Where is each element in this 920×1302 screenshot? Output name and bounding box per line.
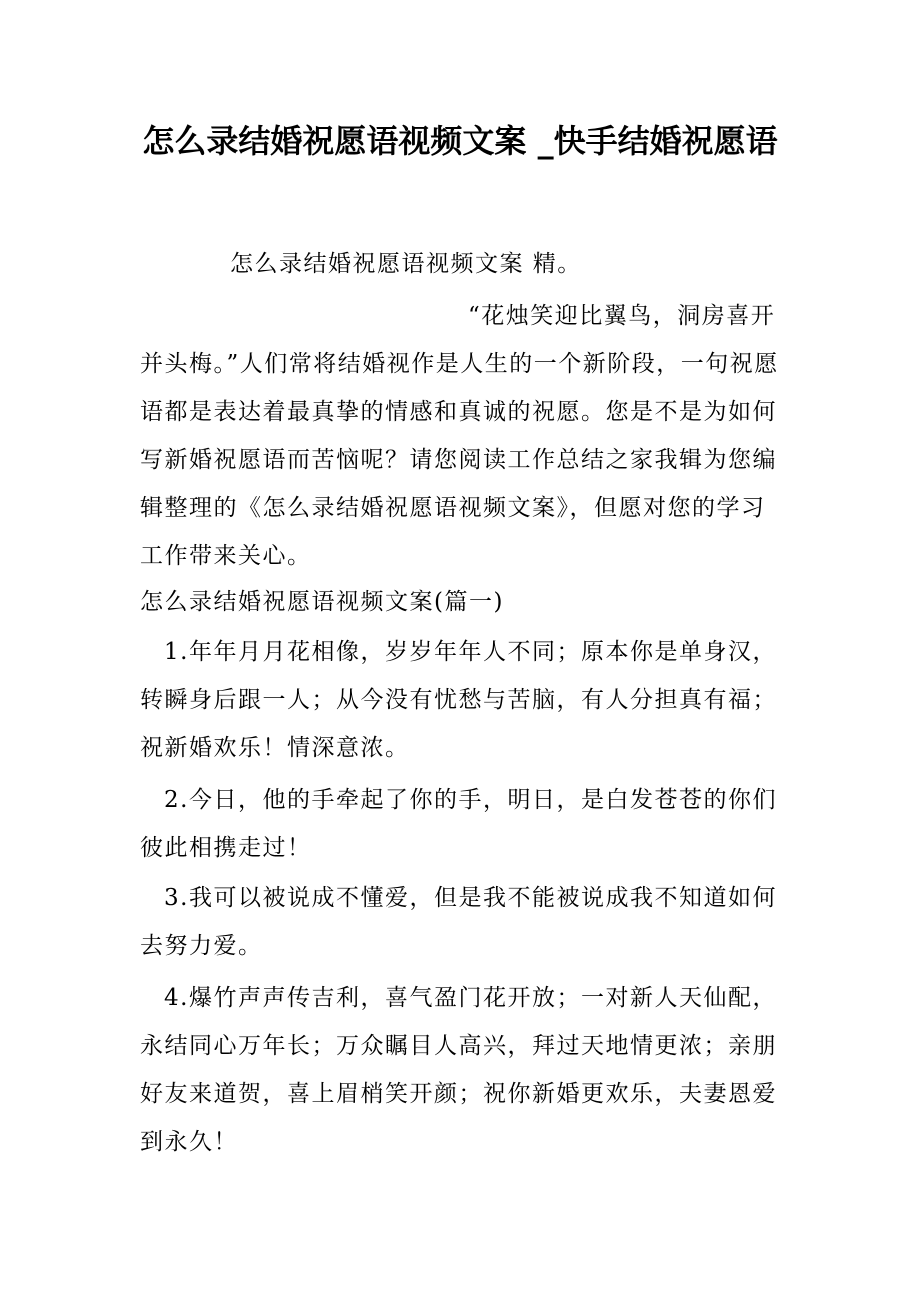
list-item: 4.爆竹声声传吉利，喜气盈门花开放；一对新人天仙配，永结同心万年长；万众瞩目人高兴，拜过天地情更浓；亲朋好友来道贺，喜上眉梢笑开颜；祝你新婚更欢乐，夫妻恩爱到永久！ [140,985,777,1155]
wish-list [140,628,788,1166]
section-heading: 怎么录结婚祝愿语视频文案(篇一) [140,589,504,615]
document-subtitle: 怎么录结婚祝愿语视频文案 精。 [230,251,582,277]
list-item: 2.今日，他的手牵起了你的手，明日，是白发苍苍的你们彼此相携走过！ [140,787,777,861]
list-item: 1.年年月月花相像，岁岁年年人不同；原本你是单身汉，转瞬身后跟一人；从今没有忧愁与苦脑，有人分担真有福；祝新婚欢乐！情深意浓。 [140,639,777,761]
list-item: 3.我可以被说成不懂爱，但是我不能被说成我不知道如何去努力爱。 [140,885,777,959]
document-title: 怎么录结婚祝愿语视频文案 _快手结婚祝愿语 [142,122,778,160]
intro-paragraph: “花烛笑迎比翼鸟，洞房喜开并头梅。”人们常将结婚视作是人生的一个新阶段，一句祝愿语都是表达着最真挚的情感和真诚的祝愿。您是不是为如何写新婚祝愿语而苦恼呢？请您阅读工作总结之家我辑为您编辑整理的《怎么录结婚祝愿语视频文案》，但愿对您的学习工作带来关心。 [140,303,779,569]
